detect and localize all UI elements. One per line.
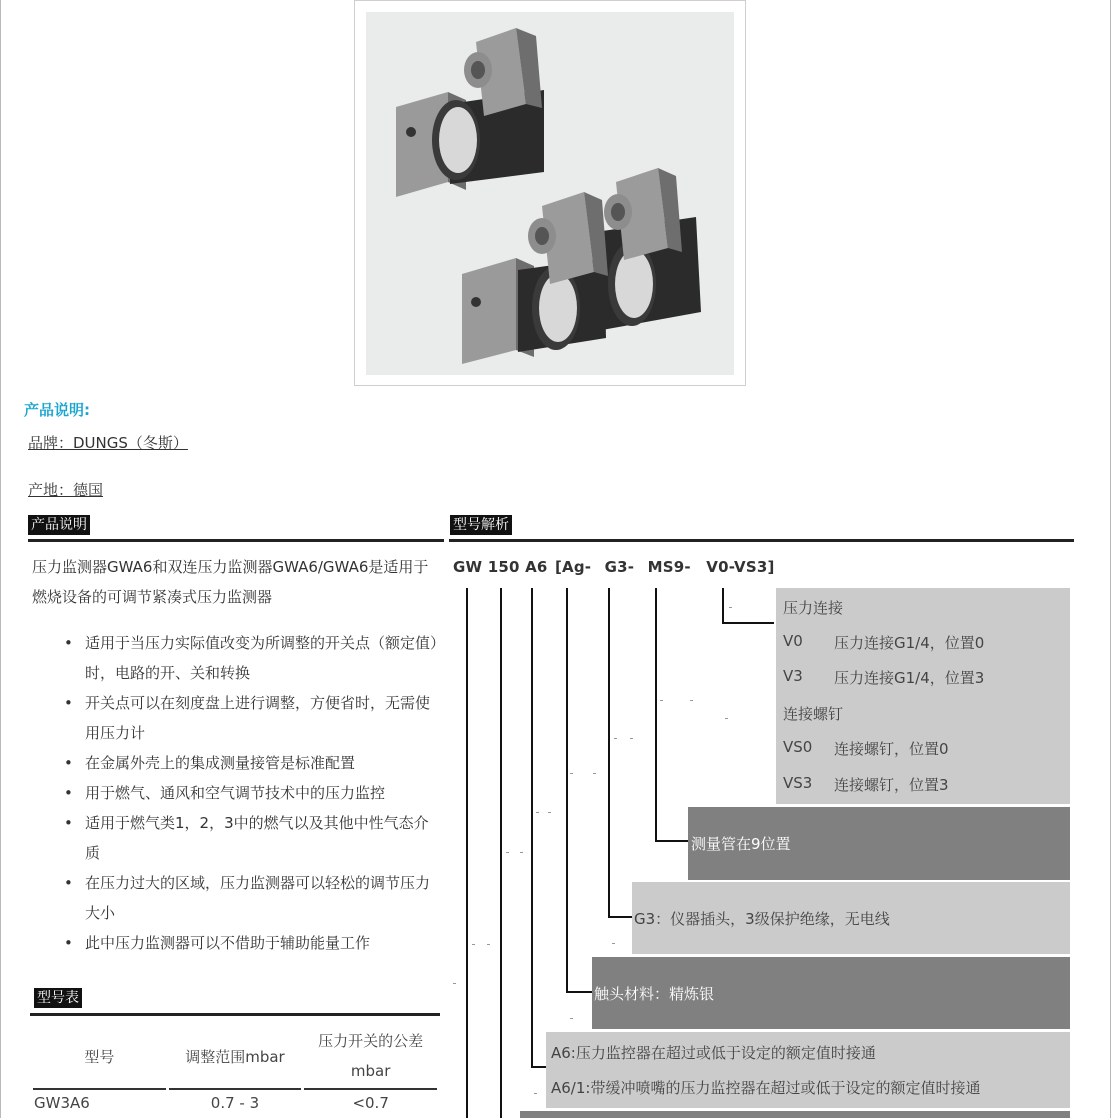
right-page-border <box>1110 0 1111 1118</box>
g3-text: G3：仪器插头，3级保护绝缘，无电线 <box>634 910 890 928</box>
v-option-text: 压力连接G1/4，位置3 <box>834 669 985 687</box>
table-cell: <0.7 <box>352 1094 389 1112</box>
decor-dot <box>536 812 539 813</box>
connector-gw <box>466 588 468 1118</box>
model-table-tag-wrap <box>34 988 82 1008</box>
decor-dot <box>548 812 551 813</box>
feature-item: • 在金属外壳上的集成测量接管是标准配置 <box>28 748 438 778</box>
model-analysis-tag: 型号解析 <box>450 515 512 535</box>
connector-a6 <box>531 588 533 1068</box>
decor-dot <box>612 943 615 944</box>
pressure-switch-unit-1 <box>396 28 544 197</box>
model-code <box>453 558 775 576</box>
model-code-part: A6 <box>525 558 548 576</box>
decor-dot <box>472 944 475 945</box>
desc-paragraph: 压力监测器GWA6和双连压力监测器GWA6/GWA6是适用于燃烧设备的可调节紧凑式压力监测器 <box>32 558 429 606</box>
connector-g3 <box>608 588 610 918</box>
v-group-box <box>776 588 1070 804</box>
pressure-switch-unit-3 <box>462 192 608 364</box>
pressure-switch-illustration <box>366 12 734 375</box>
brand-line: 品牌：DUNGS（冬斯） <box>28 434 188 452</box>
feature-item: • 用于燃气、通风和空气调节技术中的压力监控 <box>28 778 438 808</box>
v-group-title: 压力连接 <box>783 599 844 617</box>
decor-dot <box>570 1018 573 1019</box>
v-option-text: 压力连接G1/4，位置0 <box>834 634 985 652</box>
decor-dot <box>453 983 456 984</box>
model-analysis-rule <box>449 539 1074 542</box>
table-cell: GW3A6 <box>34 1094 90 1112</box>
connector-ms9-elbow <box>655 840 688 842</box>
decor-dot <box>614 738 617 739</box>
vs-option-code: VS0 <box>783 738 813 756</box>
decor-dot <box>660 700 663 701</box>
left-page-border <box>0 0 1 1118</box>
vs-option-code: VS3 <box>783 774 813 792</box>
model-code-part: G3- <box>604 558 635 576</box>
a6-1-text: A6/1:带缓冲喷嘴的压力监控器在超过或低于设定的额定值时接通 <box>551 1079 981 1097</box>
connector-v <box>722 588 724 624</box>
table-cell: 0.7 - 3 <box>210 1094 260 1112</box>
decor-dot <box>729 607 732 608</box>
intro-title: 产品说明: <box>24 401 90 419</box>
v-option-code: V3 <box>783 667 803 685</box>
decor-dot <box>593 773 596 774</box>
desc-section-rule <box>28 539 444 542</box>
feature-item: • 在压力过大的区域，压力监测器可以轻松的调节压力大小 <box>28 868 438 928</box>
decor-dot <box>506 852 509 853</box>
model-table-tag: 型号表 <box>34 988 82 1008</box>
decor-dot <box>520 852 523 853</box>
desc-section-tag: 产品说明 <box>28 515 90 535</box>
vs-option-text: 连接螺钉，位置0 <box>834 740 949 758</box>
feature-item: • 开关点可以在刻度盘上进行调整，方便省时，无需使用压力计 <box>28 688 438 748</box>
origin-line: 产地：德国 <box>28 481 104 499</box>
model-table <box>30 1024 440 1113</box>
v-option-code: V0 <box>783 632 803 650</box>
model-table-header: 型号 <box>33 1024 166 1090</box>
model-code-part: GW <box>453 558 483 576</box>
next-box-edge <box>520 1111 1070 1118</box>
connector-v-elbow <box>722 622 774 624</box>
model-code-part: V0-VS3] <box>706 558 775 576</box>
product-photo-area <box>366 12 734 375</box>
connector-150 <box>500 588 502 1118</box>
pressure-switch-unit-2 <box>596 168 701 330</box>
connector-ag-elbow <box>566 991 592 993</box>
model-analysis-tag-wrap <box>450 515 512 535</box>
connector-ag <box>566 588 568 993</box>
feature-item: • 适用于当压力实际值改变为所调整的开关点（额定值）时，电路的开、关和转换 <box>28 628 438 688</box>
ag-text: 触头材料：精炼银 <box>594 985 715 1003</box>
connector-a6-elbow <box>531 1066 546 1068</box>
connector-g3-elbow <box>608 916 632 918</box>
feature-list <box>28 628 438 958</box>
model-code-part: [Ag- <box>554 558 592 576</box>
model-table-header-row <box>33 1024 437 1090</box>
decor-dot <box>570 773 573 774</box>
model-table-header: 调整范围mbar <box>169 1024 302 1090</box>
model-code-part: 150 <box>487 558 520 576</box>
product-photo <box>354 0 746 386</box>
a6-text: A6:压力监控器在超过或低于设定的额定值时接通 <box>551 1044 876 1062</box>
desc-section-tag-wrap <box>28 515 90 535</box>
decor-dot <box>690 700 693 701</box>
decor-dot <box>534 1093 537 1094</box>
model-table-header: 压力开关的公差mbar <box>304 1024 437 1090</box>
feature-item: • 此中压力监测器可以不借助于辅助能量工作 <box>28 928 438 958</box>
model-table-rule <box>30 1013 440 1016</box>
ms9-text: 测量管在9位置 <box>691 835 791 853</box>
decor-dot <box>725 718 728 719</box>
feature-item: • 适用于燃气类1，2，3中的燃气以及其他中性气态介质 <box>28 808 438 868</box>
vs-option-text: 连接螺钉，位置3 <box>834 776 949 794</box>
decor-dot <box>487 944 490 945</box>
connector-ms9 <box>655 588 657 842</box>
table-row <box>33 1090 437 1113</box>
decor-dot <box>630 738 633 739</box>
model-code-part: MS9- <box>647 558 691 576</box>
v-group-subtitle: 连接螺钉 <box>783 705 844 723</box>
